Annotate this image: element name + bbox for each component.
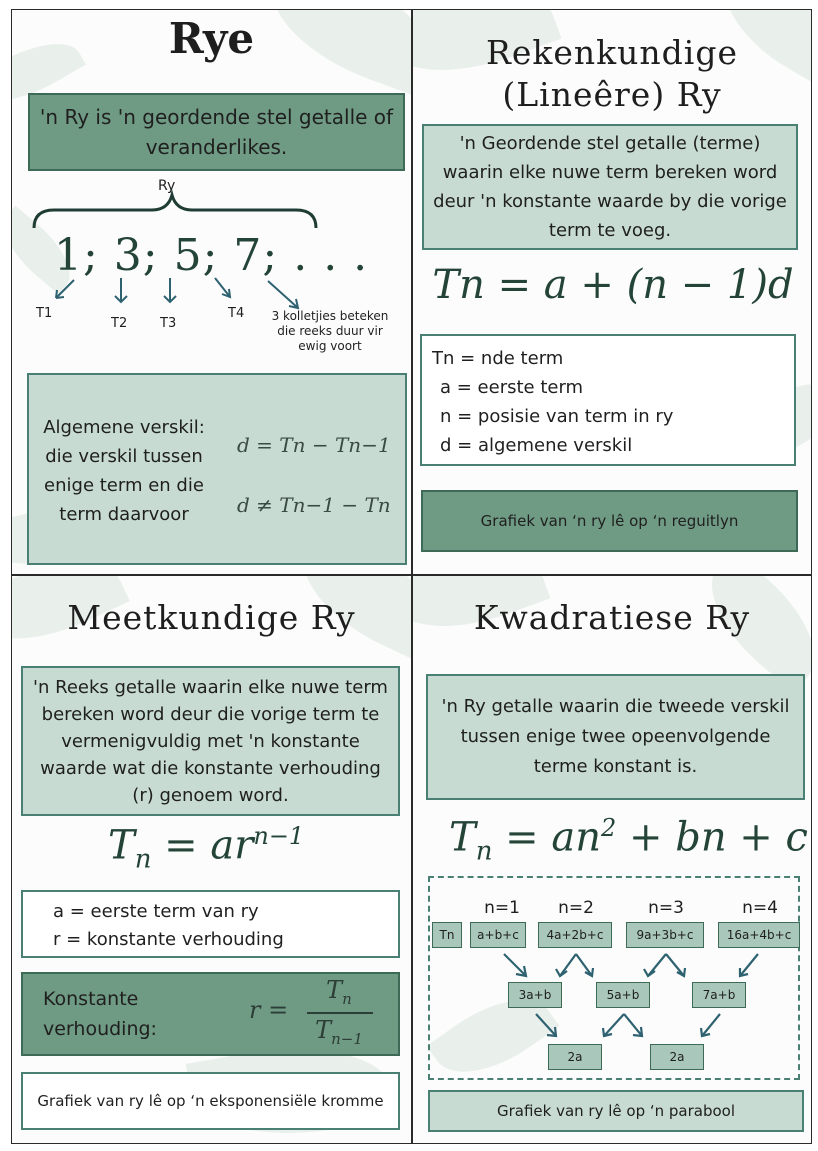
common-difference-text: Algemene verskil: die verskil tussen enige term en die term daarvoor (43, 416, 205, 525)
legend-box (420, 334, 796, 466)
title-line-2: (Lineêre) Ry (502, 75, 722, 114)
definition-box (422, 124, 798, 250)
n-label: n=3 (648, 898, 684, 918)
definition-text: 'n Ry is 'n geordende stel getalle of veranderlikes. (39, 105, 394, 159)
fraction-bar (307, 1012, 373, 1014)
term-box: 9a+3b+c (626, 922, 704, 948)
term-box: Tn (432, 922, 462, 948)
brace-label: Ry (158, 178, 176, 194)
graph-note: Grafiek van ry lê op ‘n parabool (496, 1102, 736, 1120)
second-difference-box: 2a (650, 1044, 704, 1070)
differences-diagram (428, 876, 800, 1080)
definition-text: 'n Ry getalle waarin die tweede verskil tussen enige twee opeenvolgende terme konstant is. (441, 696, 790, 777)
graph-note-box (421, 490, 798, 552)
legend-box (21, 890, 400, 958)
difference-equation: d = Tn − Tn−1 (237, 433, 391, 457)
first-difference-box: 3a+b (508, 982, 562, 1008)
term-box: a+b+c (470, 922, 526, 948)
n-label: n=1 (484, 898, 520, 918)
legend-item: n = posisie van term in ry (440, 406, 674, 427)
graph-note: Grafiek van ry lê op ‘n eksponensiële kromme (37, 1092, 384, 1110)
term-label-t4: T4 (228, 306, 245, 321)
title-line-1: Rekenkundige (486, 33, 738, 72)
term-box: 16a+4b+c (718, 922, 800, 948)
term-box: 4a+2b+c (538, 922, 612, 948)
page-title: Kwadratiese Ry (473, 598, 751, 637)
legend-item: a = eerste term van ry (53, 901, 259, 922)
first-difference-box: 5a+b (596, 982, 650, 1008)
panel-kwadratiese (412, 575, 812, 1144)
graph-note-box (428, 1090, 804, 1132)
definition-box (21, 666, 400, 816)
graph-note: Grafiek van ‘n ry lê op ‘n reguitlyn (480, 512, 739, 530)
page-title (413, 32, 811, 116)
brace-and-arrows (12, 10, 412, 330)
dots-note: 3 kolletjies beteken die reeks duur vir ewig voort (271, 309, 389, 353)
term-label-t1: T1 (36, 306, 53, 321)
ratio-label: Konstante verhouding: (43, 988, 157, 1040)
arithmetic-formula: Tn = a + (n − 1)d (432, 262, 794, 308)
term-label-t2: T2 (111, 316, 128, 331)
ratio-box (21, 972, 400, 1056)
term-label-t3: T3 (160, 316, 177, 331)
graph-note-box (21, 1072, 400, 1130)
geometric-formula: $T_n = ar^{n-1}$ (108, 822, 305, 875)
page-title: Rye (168, 14, 255, 63)
legend-item: r = konstante verhouding (53, 929, 284, 950)
legend-item: a = eerste term (440, 377, 584, 398)
sequence-text: 1; 3; 5; 7; . . . (54, 230, 369, 281)
panel-rekenkundige (412, 9, 812, 575)
ratio-numerator: $T_n$ (326, 976, 352, 1008)
quadratic-formula: $T_n = an^2$ + bn + c (449, 814, 808, 867)
page-title: Meetkundige Ry (67, 598, 356, 637)
first-difference-box: 7a+b (692, 982, 746, 1008)
legend-item: Tn = nde term (432, 348, 564, 369)
not-equal-equation: d ≠ Tn−1 − Tn (237, 493, 391, 517)
n-label: n=4 (742, 898, 778, 918)
second-difference-box: 2a (548, 1044, 602, 1070)
common-difference-box (27, 373, 407, 565)
definition-text: 'n Geordende stel getalle (terme) waarin elke nuwe term bereken word deur 'n konstante waarde by die vorige term te voeg. (433, 133, 787, 241)
ratio-formula: r = (249, 996, 289, 1024)
panel-rye (11, 9, 412, 575)
legend-item: d = algemene verskil (440, 435, 633, 456)
definition-box (426, 674, 805, 800)
panel-meetkundige (11, 575, 412, 1144)
n-label: n=2 (558, 898, 594, 918)
definition-text: 'n Reeks getalle waarin elke nuwe term bereken word deur die vorige term te vermenigvuldig met 'n konstante waarde wat die konstante verhouding (r) genoem word. (33, 676, 388, 806)
difference-arrows (430, 878, 802, 1082)
ratio-denominator: $T_{n-1}$ (315, 1016, 363, 1048)
